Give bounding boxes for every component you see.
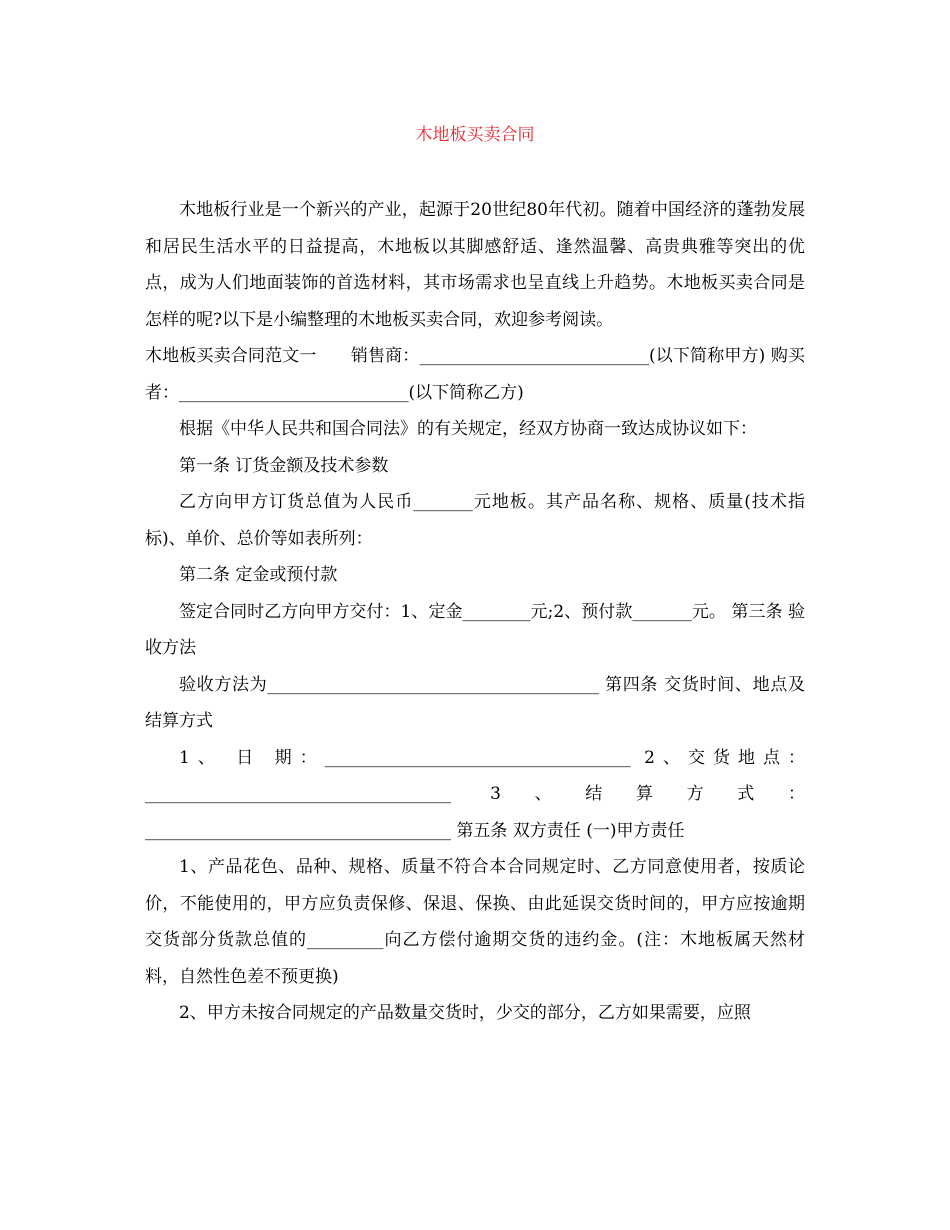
parties-paragraph: 木地板买卖合同范文一 销售商：___________________________(以下简称甲方) 购买者：___________________________(以下简称乙方) — [145, 346, 805, 403]
responsibility-paragraph-1: 1、产品花色、品种、规格、质量不符合本合同规定时、乙方同意使用者，按质论价，不能使用的，甲方应负责保修、保退、保换、由此延误交货时间的，甲方应按逾期交货部分货款总值的_________向乙方偿付逾期交货的违约金。(注：木地板属天然材料，自然性色差不预更换) — [145, 857, 805, 987]
article-2-paragraph: 签定合同时乙方向甲方交付：1、定金________元;2、预付款_______元。 第三条 验收方法 — [145, 601, 805, 658]
article-3-paragraph: 验收方法为_______________________________________ 第四条 交货时间、地点及结算方式 — [145, 674, 805, 731]
document-title: 木地板买卖合同 — [415, 125, 535, 145]
document-body — [145, 192, 805, 1032]
article-4-paragraph: 1、 日 期：____________________________________ 2、交货地点：____________________________________ 3、结算方式：____________________________________ 第五条 双方责任 (一)甲方责任 — [145, 747, 805, 841]
article-1-heading: 第一条 订货金额及技术参数 — [179, 455, 389, 476]
agreement-paragraph: 根据《中华人民共和国合同法》的有关规定，经双方协商一致达成协议如下： — [179, 419, 757, 439]
intro-paragraph: 木地板行业是一个新兴的产业，起源于20世纪80年代初。随着中国经济的蓬勃发展和居民生活水平的日益提高，木地板以其脚感舒适、逢然温馨、高贵典雅等突出的优点，成为人们地面装饰的首选材料，其市场需求也呈直线上升趋势。木地板买卖合同是怎样的呢?以下是小编整理的木地板买卖合同，欢迎参考阅读。 — [145, 200, 805, 330]
article-1-paragraph: 乙方向甲方订货总值为人民币_______元地板。其产品名称、规格、质量(技术指标)、单价、总价等如表所列： — [145, 492, 805, 549]
article-2-heading: 第二条 定金或预付款 — [179, 565, 338, 585]
responsibility-paragraph-2: 2、甲方未按合同规定的产品数量交货时，少交的部分，乙方如果需要，应照 — [179, 1003, 751, 1023]
